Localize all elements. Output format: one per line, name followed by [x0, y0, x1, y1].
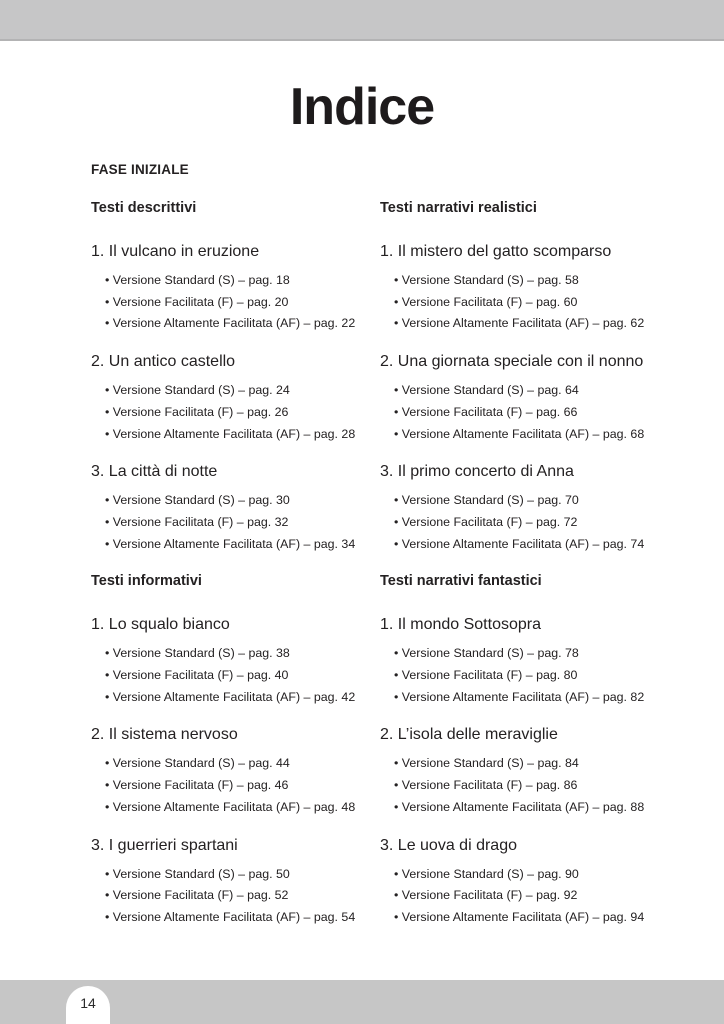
toc-version-list	[380, 490, 724, 555]
toc-version-entry: • Versione Altamente Facilitata (AF) – pag. 22	[91, 313, 380, 335]
toc-item-title: 3. La città di notte	[91, 463, 218, 481]
category-title: Testi narrativi realistici	[380, 200, 537, 216]
toc-version-entry: • Versione Altamente Facilitata (AF) – pag. 88	[380, 797, 724, 819]
toc-item	[380, 835, 724, 929]
toc-version-list	[380, 864, 724, 929]
toc-item	[91, 461, 380, 555]
page-title: Indice	[289, 78, 435, 136]
toc-item-title: 3. Il primo concerto di Anna	[380, 463, 574, 481]
toc-version-entry: • Versione Facilitata (F) – pag. 92	[380, 885, 724, 907]
toc-version-entry: • Versione Facilitata (F) – pag. 46	[91, 775, 380, 797]
toc-version-list	[91, 864, 380, 929]
toc-item	[91, 351, 380, 445]
toc-version-list	[91, 643, 380, 708]
toc-version-entry: • Versione Standard (S) – pag. 38	[91, 643, 380, 665]
toc-item-title: 2. Il sistema nervoso	[91, 726, 238, 744]
toc-item	[380, 724, 724, 818]
toc-item	[91, 614, 380, 708]
toc-item-title: 3. I guerrieri spartani	[91, 836, 238, 854]
toc-version-entry: • Versione Altamente Facilitata (AF) – pag. 54	[91, 907, 380, 929]
toc-category-testi-informativi	[91, 571, 380, 928]
toc-version-entry: • Versione Facilitata (F) – pag. 66	[380, 402, 724, 424]
toc-version-entry: • Versione Facilitata (F) – pag. 20	[91, 292, 380, 314]
toc-version-list	[91, 270, 380, 335]
toc-version-list	[380, 643, 724, 708]
category-title: Testi narrativi fantastici	[380, 573, 542, 590]
toc-version-entry: • Versione Standard (S) – pag. 70	[380, 490, 724, 512]
toc-version-entry: • Versione Altamente Facilitata (AF) – pag. 62	[380, 313, 724, 335]
toc-version-entry: • Versione Standard (S) – pag. 64	[380, 380, 724, 402]
toc-version-entry: • Versione Facilitata (F) – pag. 40	[91, 665, 380, 687]
toc-version-entry: • Versione Standard (S) – pag. 58	[380, 270, 724, 292]
toc-version-list	[91, 380, 380, 445]
toc-item-title: 2. Una giornata speciale con il nonno	[380, 353, 644, 371]
toc-item	[380, 461, 724, 555]
toc-version-entry: • Versione Standard (S) – pag. 78	[380, 643, 724, 665]
toc-item-title: 1. Il vulcano in eruzione	[91, 243, 260, 260]
toc-item	[380, 614, 724, 708]
column-left	[91, 198, 380, 945]
toc-item	[380, 241, 724, 335]
top-gray-band	[0, 0, 724, 41]
toc-version-entry: • Versione Altamente Facilitata (AF) – pag. 48	[91, 797, 380, 819]
page-number-tab	[66, 986, 110, 1024]
toc-item	[380, 351, 724, 445]
toc-item	[91, 241, 380, 335]
toc-version-entry: • Versione Standard (S) – pag. 90	[380, 864, 724, 886]
phase-label: FASE INIZIALE	[91, 162, 189, 177]
toc-category-testi-narrativi-fantastici	[380, 571, 724, 928]
toc-item-title: 1. Il mistero del gatto scomparso	[380, 243, 612, 260]
toc-version-entry: • Versione Facilitata (F) – pag. 80	[380, 665, 724, 687]
toc-item-title: 2. Un antico castello	[91, 353, 236, 371]
toc-version-entry: • Versione Altamente Facilitata (AF) – pag. 34	[91, 534, 380, 556]
toc-version-entry: • Versione Altamente Facilitata (AF) – pag. 42	[91, 687, 380, 709]
toc-version-entry: • Versione Altamente Facilitata (AF) – pag. 82	[380, 687, 724, 709]
toc-version-entry: • Versione Standard (S) – pag. 50	[91, 864, 380, 886]
toc-version-list	[380, 270, 724, 335]
toc-version-entry: • Versione Standard (S) – pag. 18	[91, 270, 380, 292]
toc-version-entry: • Versione Standard (S) – pag. 30	[91, 490, 380, 512]
toc-item	[91, 724, 380, 818]
toc-item-title: 1. Il mondo Sottosopra	[380, 616, 541, 634]
toc-item-title: 3. Le uova di drago	[380, 836, 517, 854]
toc-version-entry: • Versione Facilitata (F) – pag. 52	[91, 885, 380, 907]
toc-version-entry: • Versione Standard (S) – pag. 84	[380, 753, 724, 775]
toc-version-entry: • Versione Altamente Facilitata (AF) – pag. 28	[91, 424, 380, 446]
toc-item-title: 2. L’isola delle meraviglie	[380, 726, 558, 744]
toc-version-entry: • Versione Facilitata (F) – pag. 32	[91, 512, 380, 534]
toc-item	[91, 835, 380, 929]
toc-version-entry: • Versione Facilitata (F) – pag. 72	[380, 512, 724, 534]
column-right	[380, 198, 724, 945]
toc-version-list	[91, 753, 380, 818]
toc-version-entry: • Versione Altamente Facilitata (AF) – pag. 94	[380, 907, 724, 929]
page-number: 14	[80, 995, 96, 1011]
toc-version-entry: • Versione Altamente Facilitata (AF) – pag. 74	[380, 534, 724, 556]
toc-version-entry: • Versione Facilitata (F) – pag. 26	[91, 402, 380, 424]
category-title: Testi descrittivi	[91, 200, 197, 216]
toc-version-entry: • Versione Facilitata (F) – pag. 86	[380, 775, 724, 797]
toc-version-list	[380, 380, 724, 445]
toc-grid	[0, 198, 724, 945]
toc-version-list	[91, 490, 380, 555]
toc-version-entry: • Versione Standard (S) – pag. 24	[91, 380, 380, 402]
category-title: Testi informativi	[91, 573, 202, 590]
toc-category-testi-descrittivi	[91, 198, 380, 555]
toc-item-title: 1. Lo squalo bianco	[91, 616, 230, 634]
page-content	[0, 43, 724, 980]
toc-category-testi-narrativi-realistici	[380, 198, 724, 555]
toc-version-entry: • Versione Standard (S) – pag. 44	[91, 753, 380, 775]
toc-version-entry: • Versione Altamente Facilitata (AF) – pag. 68	[380, 424, 724, 446]
toc-version-entry: • Versione Facilitata (F) – pag. 60	[380, 292, 724, 314]
toc-version-list	[380, 753, 724, 818]
